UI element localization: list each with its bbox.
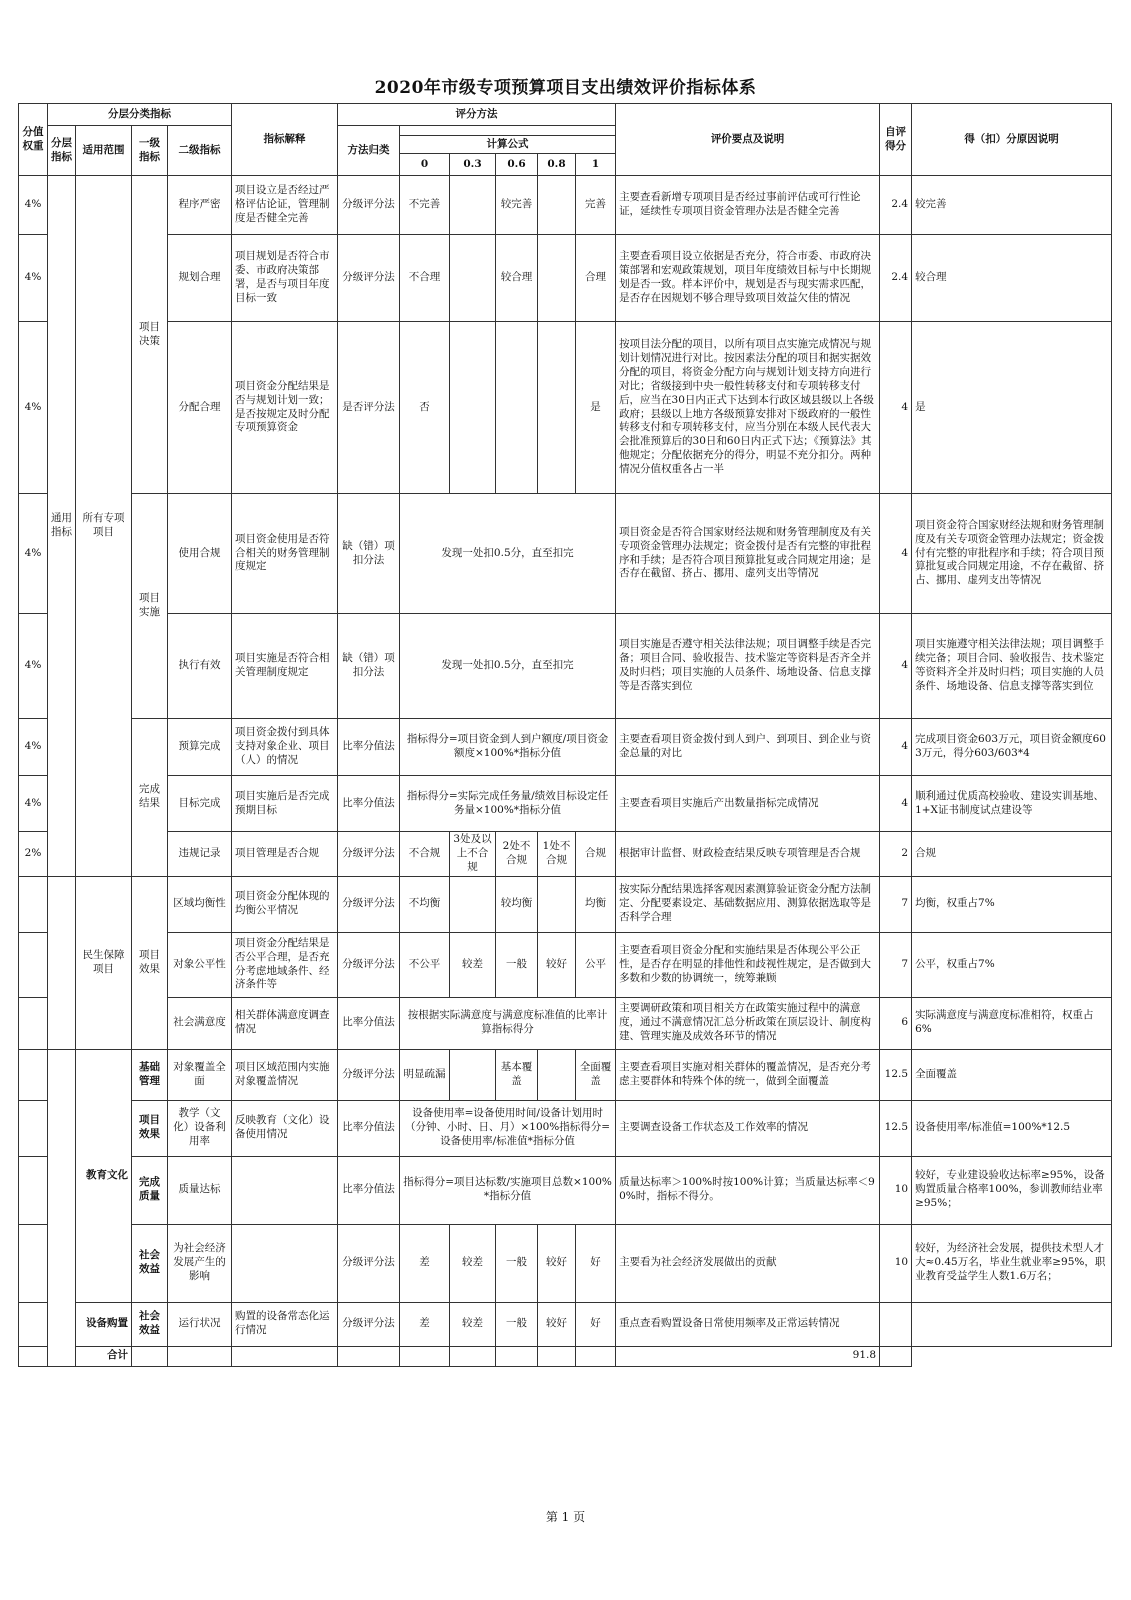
score-cell: 7 [880, 876, 912, 932]
level2-cell: 分配合理 [168, 322, 232, 494]
score-cell: 4 [880, 719, 912, 776]
reason-cell: 项目资金符合国家财经法规和财务管理制度及有关专项资金管理办法规定；资金拨付有完整的审批程序和手续；符合项目预算批复或合同规定用途，不存在截留、挤占、挪用、虚列支出等情况 [912, 494, 1112, 614]
s0-cell: 不合规 [400, 832, 450, 877]
level2-cell: 规划合理 [168, 235, 232, 322]
score-cell: 2 [880, 832, 912, 877]
explain-cell: 项目管理是否合规 [232, 832, 338, 877]
score-cell: 4 [880, 776, 912, 832]
score-cell: 6 [880, 997, 912, 1049]
level2-cell: 对象覆盖全面 [168, 1049, 232, 1100]
layer-cell-special [48, 1049, 76, 1366]
reason-cell: 完成项目资金603万元，项目资金额度603万元，得分603/603*4 [912, 719, 1112, 776]
method-cell: 分级评分法 [338, 1049, 400, 1100]
s06-cell: 较完善 [496, 176, 538, 235]
s06-cell: 基本覆盖 [496, 1049, 538, 1100]
level1-cell-decision: 项目决策 [132, 176, 168, 494]
reason-cell: 较完善 [912, 176, 1112, 235]
explain-cell: 项目资金分配体现的均衡公平情况 [232, 876, 338, 932]
level2-cell: 运行状况 [168, 1302, 232, 1346]
s03-cell [450, 235, 496, 322]
level2-cell: 教学（文化）设备利用率 [168, 1100, 232, 1156]
score-cell: 10 [880, 1156, 912, 1224]
explain-cell: 相关群体满意度调查情况 [232, 997, 338, 1049]
method-cell: 分级评分法 [338, 1302, 400, 1346]
formula-cell: 发现一处扣0.5分，直至扣完 [400, 614, 616, 719]
method-cell: 是否评分法 [338, 322, 400, 494]
method-cell: 比率分值法 [338, 776, 400, 832]
table-row [19, 1049, 1112, 1100]
points-cell: 主要查看项目实施对相关群体的覆盖情况，是否充分考虑主要群体和特殊个体的统一，做到全面覆盖 [616, 1049, 880, 1100]
reason-cell: 较合理 [912, 235, 1112, 322]
s08-cell: 较好 [538, 1224, 576, 1302]
s1-cell: 合规 [576, 832, 616, 877]
s06-cell: 较合理 [496, 235, 538, 322]
points-cell: 主要查看新增专项项目是否经过事前评估或可行性论证，延续性专项项目资金管理办法是否健全完善 [616, 176, 880, 235]
explain-cell: 反映教育（文化）设备使用情况 [232, 1100, 338, 1156]
explain-cell: 项目区域范围内实施对象覆盖情况 [232, 1049, 338, 1100]
table-row [19, 1100, 1112, 1156]
s1-cell: 好 [576, 1302, 616, 1346]
method-cell: 比率分值法 [338, 719, 400, 776]
score-cell: 10 [880, 1224, 912, 1302]
score-cell [880, 1302, 912, 1346]
reason-cell: 是 [912, 322, 1112, 494]
header-level1: 一级指标 [132, 126, 168, 176]
explain-cell: 项目资金使用是否符合相关的财务管理制度规定 [232, 494, 338, 614]
table-row [19, 997, 1112, 1049]
level2-cell: 区域均衡性 [168, 876, 232, 932]
s1-cell: 完善 [576, 176, 616, 235]
method-cell: 分级评分法 [338, 832, 400, 877]
header-points: 评价要点及说明 [616, 104, 880, 176]
method-cell: 分级评分法 [338, 876, 400, 932]
weight-cell: 4% [19, 322, 48, 494]
reason-cell [912, 1302, 1112, 1346]
formula-cell: 指标得分=项目资金到人到户额度/项目资金额度×100%*指标分值 [400, 719, 616, 776]
weight-cell: 4% [19, 176, 48, 235]
reason-cell: 公平，权重占7% [912, 932, 1112, 997]
page-footer: 第 1 页 [545, 1510, 586, 1524]
level2-cell: 目标完成 [168, 776, 232, 832]
table-row [19, 235, 1112, 322]
table-row [19, 1156, 1112, 1224]
points-cell: 质量达标率＞100%时按100%计算；当质量达标率＜90%时，指标不得分。 [616, 1156, 880, 1224]
s1-cell: 好 [576, 1224, 616, 1302]
s03-cell: 较差 [450, 1302, 496, 1346]
table-row [19, 832, 1112, 877]
s0-cell: 不均衡 [400, 876, 450, 932]
level1-cell-proj-effect: 项目效果 [132, 1100, 168, 1156]
total-score: 91.8 [616, 1346, 880, 1366]
s03-cell: 较差 [450, 1224, 496, 1302]
table-row [19, 494, 1112, 614]
reason-cell: 全面覆盖 [912, 1049, 1112, 1100]
weight-cell [19, 1224, 48, 1302]
score-cell: 4 [880, 614, 912, 719]
explain-cell: 项目资金分配结果是否公平合理，是否充分考虑地域条件、经济条件等 [232, 932, 338, 997]
weight-cell [19, 876, 48, 932]
weight-cell [19, 1302, 48, 1346]
level1-cell-effect: 项目效果 [132, 876, 168, 1049]
scope-cell-all-projects: 所有专项项目 [76, 176, 132, 877]
formula-cell: 指标得分=项目达标数/实施项目总数×100%*指标分值 [400, 1156, 616, 1224]
s0-cell: 差 [400, 1224, 450, 1302]
points-cell: 重点查看购置设备日常使用频率及正常运转情况 [616, 1302, 880, 1346]
layer-cell-livelihood [48, 876, 76, 1049]
total-label: 合计 [76, 1346, 132, 1366]
s06-cell [496, 322, 538, 494]
table-row [19, 176, 1112, 235]
table-row [19, 776, 1112, 832]
scope-cell-equipment: 设备购置 [76, 1302, 132, 1346]
header-method-type: 方法归类 [338, 126, 400, 176]
s03-cell [450, 176, 496, 235]
score-cell: 12.5 [880, 1049, 912, 1100]
evaluation-table [18, 103, 1112, 1367]
score-cell: 4 [880, 322, 912, 494]
s03-cell [450, 1049, 496, 1100]
table-row [19, 932, 1112, 997]
method-cell: 分级评分法 [338, 176, 400, 235]
reason-cell: 项目实施遵守相关法律法规；项目调整手续完备；项目合同、验收报告、技术鉴定等资料齐全并及时归档；项目实施的人员条件、场地设备、信息支撑等落实到位 [912, 614, 1112, 719]
table-row [19, 1224, 1112, 1302]
method-cell: 缺（错）项扣分法 [338, 494, 400, 614]
s06-cell: 2处不合规 [496, 832, 538, 877]
level2-cell: 执行有效 [168, 614, 232, 719]
header-scope: 适用范围 [76, 126, 132, 176]
reason-cell: 较好，为经济社会发展，提供技术型人才大≈0.45万名，毕业生就业率≥95%，职业教育受益学生人数1.6万名； [912, 1224, 1112, 1302]
total-row [19, 1346, 1112, 1366]
header-reason: 得（扣）分原因说明 [912, 104, 1112, 176]
points-cell: 主要查看项目资金分配和实施结果是否体现公平公正性，是否存在明显的排他性和歧视性规定，是否做到大多数和少数的协调统一，统筹兼顾 [616, 932, 880, 997]
s0-cell: 不合理 [400, 235, 450, 322]
score-cell: 12.5 [880, 1100, 912, 1156]
s1-cell: 是 [576, 322, 616, 494]
reason-cell: 均衡，权重占7% [912, 876, 1112, 932]
s03-cell [450, 322, 496, 494]
points-cell: 主要查看项目资金拨付到人到户、到项目、到企业与资金总量的对比 [616, 719, 880, 776]
s08-cell [538, 876, 576, 932]
s0-cell: 否 [400, 322, 450, 494]
s0-cell: 明显疏漏 [400, 1049, 450, 1100]
weight-cell: 2% [19, 832, 48, 877]
header-weight: 分值权重 [19, 104, 48, 176]
explain-cell [232, 1156, 338, 1224]
level2-cell: 预算完成 [168, 719, 232, 776]
header-s1: 1 [576, 154, 616, 176]
s06-cell: 较均衡 [496, 876, 538, 932]
s08-cell [538, 235, 576, 322]
s0-cell: 差 [400, 1302, 450, 1346]
formula-cell: 指标得分=实际完成任务量/绩效目标设定任务量×100%*指标分值 [400, 776, 616, 832]
s0-cell: 不公平 [400, 932, 450, 997]
points-cell: 项目资金是否符合国家财经法规和财务管理制度及有关专项资金管理办法规定；资金拨付是否有完整的审批程序和手续；是否符合项目预算批复或合同规定用途；是否存在截留、挤占、挪用、虚列支出等情况 [616, 494, 880, 614]
header-s08: 0.8 [538, 154, 576, 176]
s06-cell: 一般 [496, 932, 538, 997]
weight-cell [19, 1049, 48, 1100]
score-cell: 2.4 [880, 235, 912, 322]
level2-cell: 违规记录 [168, 832, 232, 877]
table-row [19, 876, 1112, 932]
s08-cell [538, 322, 576, 494]
s0-cell: 不完善 [400, 176, 450, 235]
level2-cell: 为社会经济发展产生的影响 [168, 1224, 232, 1302]
points-cell: 主要查看项目实施后产出数量指标完成情况 [616, 776, 880, 832]
level1-cell-basic-mgmt: 基础管理 [132, 1049, 168, 1100]
score-cell: 7 [880, 932, 912, 997]
points-cell: 按实际分配结果选择客观因素测算验证资金分配方法制定、分配要素设定、基础数据应用、测算依据选取等是否科学合理 [616, 876, 880, 932]
explain-cell: 购置的设备常态化运行情况 [232, 1302, 338, 1346]
explain-cell: 项目设立是否经过严格评估论证，管理制度是否健全完善 [232, 176, 338, 235]
explain-cell: 项目实施后是否完成预期目标 [232, 776, 338, 832]
method-cell: 分级评分法 [338, 1224, 400, 1302]
header-self-score: 自评得分 [880, 104, 912, 176]
s08-cell: 较好 [538, 1302, 576, 1346]
points-cell: 主要查看项目设立依据是否充分，符合市委、市政府决策部署和宏观政策规划，项目年度绩效目标与中长期规划是否一致。样本评价中，规划是否与现实需求匹配，是否存在因规划不够合理导致项目效益欠佳的情况 [616, 235, 880, 322]
weight-cell: 4% [19, 614, 48, 719]
weight-cell: 4% [19, 494, 48, 614]
s03-cell [450, 876, 496, 932]
header-level2: 二级指标 [168, 126, 232, 176]
table-row [19, 322, 1112, 494]
weight-cell: 4% [19, 776, 48, 832]
weight-cell: 4% [19, 719, 48, 776]
s08-cell: 1处不合规 [538, 832, 576, 877]
method-cell: 分级评分法 [338, 932, 400, 997]
method-cell: 缺（错）项扣分法 [338, 614, 400, 719]
s08-cell: 较好 [538, 932, 576, 997]
points-cell: 根据审计监督、财政检查结果反映专项管理是否合规 [616, 832, 880, 877]
header-layer-index: 分层指标 [48, 126, 76, 176]
header-layered: 分层分类指标 [48, 104, 232, 126]
level2-cell: 社会满意度 [168, 997, 232, 1049]
scope-cell-education: 教育文化 [76, 1049, 132, 1302]
weight-cell: 4% [19, 235, 48, 322]
reason-cell: 设备使用率/标准值=100%*12.5 [912, 1100, 1112, 1156]
weight-cell [19, 1156, 48, 1224]
table-row [19, 719, 1112, 776]
s08-cell [538, 1049, 576, 1100]
reason-cell: 实际满意度与满意度标准相符，权重占6% [912, 997, 1112, 1049]
reason-cell: 合规 [912, 832, 1112, 877]
header-s0: 0 [400, 154, 450, 176]
table-row [19, 614, 1112, 719]
s1-cell: 公平 [576, 932, 616, 997]
s1-cell: 全面覆盖 [576, 1049, 616, 1100]
score-cell: 4 [880, 494, 912, 614]
level1-cell-implementation: 项目实施 [132, 494, 168, 719]
score-cell: 2.4 [880, 176, 912, 235]
explain-cell: 项目规划是否符合市委、市政府决策部署，是否与项目年度目标一致 [232, 235, 338, 322]
level1-cell-quality: 完成质量 [132, 1156, 168, 1224]
header-explain: 指标解释 [232, 104, 338, 176]
s03-cell: 较差 [450, 932, 496, 997]
method-cell: 分级评分法 [338, 235, 400, 322]
table-row [19, 1302, 1112, 1346]
s06-cell: 一般 [496, 1302, 538, 1346]
reason-cell: 顺利通过优质高校验收、建设实训基地、1+X证书制度试点建设等 [912, 776, 1112, 832]
level2-cell: 质量达标 [168, 1156, 232, 1224]
level2-cell: 使用合规 [168, 494, 232, 614]
weight-cell [19, 1100, 48, 1156]
header-s06: 0.6 [496, 154, 538, 176]
explain-cell: 项目实施是否符合相关管理制度规定 [232, 614, 338, 719]
formula-cell: 发现一处扣0.5分，直至扣完 [400, 494, 616, 614]
header-s03: 0.3 [450, 154, 496, 176]
level1-cell-social2: 社会效益 [132, 1302, 168, 1346]
s03-cell: 3处及以上不合规 [450, 832, 496, 877]
header-scoring: 评分方法 [338, 104, 616, 126]
points-cell: 主要看为社会经济发展做出的贡献 [616, 1224, 880, 1302]
s1-cell: 合理 [576, 235, 616, 322]
s08-cell [538, 176, 576, 235]
weight-cell [19, 932, 48, 997]
page-title: 2020年市级专项预算项目支出绩效评价指标体系 [374, 78, 757, 98]
explain-cell: 项目资金拨付到具体支持对象企业、项目（人）的情况 [232, 719, 338, 776]
scope-cell-livelihood: 民生保障项目 [76, 876, 132, 1049]
header-formula: 计算公式 [400, 136, 616, 154]
explain-cell: 项目资金分配结果是否与规划计划一致；是否按规定及时分配专项预算资金 [232, 322, 338, 494]
formula-cell: 设备使用率=设备使用时间/设备计划用时（分钟、小时、日、月）×100%指标得分=设备使用率/标准值*指标分值 [400, 1100, 616, 1156]
explain-cell [232, 1224, 338, 1302]
method-cell: 比率分值法 [338, 1156, 400, 1224]
weight-cell [19, 997, 48, 1049]
level2-cell: 程序严密 [168, 176, 232, 235]
method-cell: 比率分值法 [338, 997, 400, 1049]
points-cell: 项目实施是否遵守相关法律法规；项目调整手续是否完备；项目合同、验收报告、技术鉴定等资料是否齐全并及时归档；项目实施的人员条件、场地设备、信息支撑等是否落实到位 [616, 614, 880, 719]
points-cell: 主要调研政策和项目相关方在政策实施过程中的满意度，通过不满意情况汇总分析政策在顶层设计、制度构建、管理实施及成效各环节的情况 [616, 997, 880, 1049]
reason-cell: 较好，专业建设验收达标率≥95%，设备购置质量合格率100%，参训教师结业率≥95%； [912, 1156, 1112, 1224]
formula-cell: 按根据实际满意度与满意度标准值的比率计算指标得分 [400, 997, 616, 1049]
method-cell: 比率分值法 [338, 1100, 400, 1156]
level1-cell-results: 完成结果 [132, 719, 168, 877]
s06-cell: 一般 [496, 1224, 538, 1302]
layer-cell-general: 通用指标 [48, 176, 76, 877]
points-cell: 按项目法分配的项目，以所有项目点实施完成情况与规划计划情况进行对比。按因素法分配的项目和据实据效分配的项目，将资金分配方向与规划计划支持方向进行对比；省级接到中央一般性转移支付和专项转移支付后，应当在30日内正式下达到本行政区域县级以上各级政府；县级以上地方各级预算安排对下级政府的一般性转移支付和专项转移支付，应当分别在本级人民代表大会批准预算后的30日和60日内正式下达；《预算法》其他规定；分配依据充分的得分，明显不充分扣分。两种情况分值权重各占一半 [616, 322, 880, 494]
level2-cell: 对象公平性 [168, 932, 232, 997]
s1-cell: 均衡 [576, 876, 616, 932]
points-cell: 主要调查设备工作状态及工作效率的情况 [616, 1100, 880, 1156]
level1-cell-social: 社会效益 [132, 1224, 168, 1302]
